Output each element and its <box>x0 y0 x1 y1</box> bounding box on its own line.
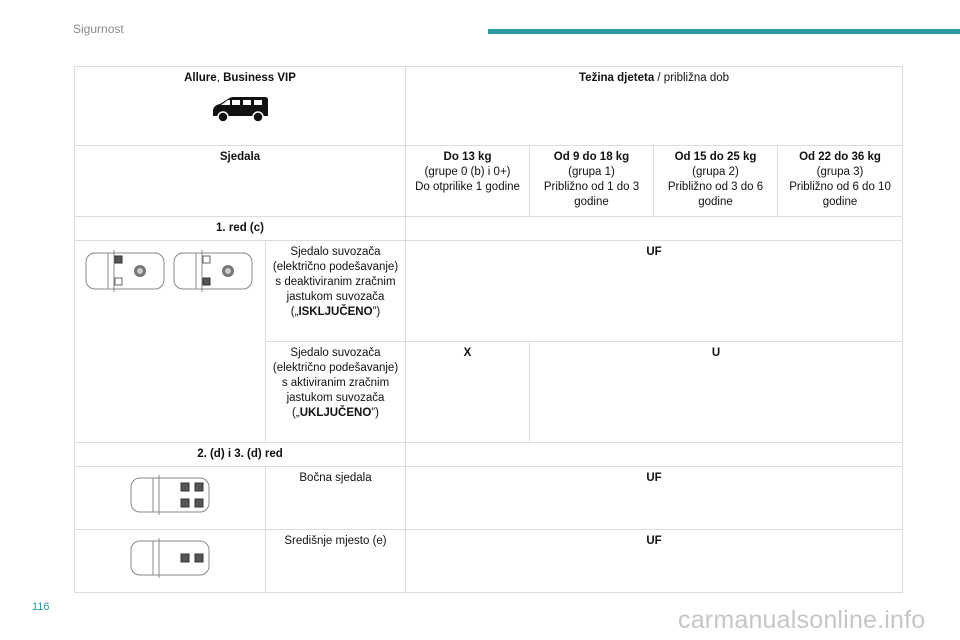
airbag-on-status: UKLJUČENO <box>299 407 372 419</box>
header-accent-bar <box>488 29 960 34</box>
model-prefix: Allure <box>184 72 217 84</box>
airbag-off-quote-open: („ <box>290 306 299 318</box>
group-weight: Do 13 kg <box>443 151 492 163</box>
group-cell <box>778 146 903 217</box>
group-desc: (grupa 3) <box>816 166 864 178</box>
row-1-label-row <box>75 217 903 241</box>
group-desc: (grupa 1) <box>568 166 615 178</box>
empty-cell <box>406 217 903 241</box>
airbag-off-status: ISKLJUČENO <box>298 306 373 318</box>
airbag-on-quote-open: („ <box>292 407 300 419</box>
airbag-off-row <box>75 241 903 342</box>
front-seat-diagram-icon <box>84 249 256 293</box>
group-desc: (grupe 0 (b) i 0+) <box>424 166 511 178</box>
row-2-3-label-row <box>75 443 903 467</box>
lateral-seat-diagram-cell <box>75 467 266 530</box>
weight-label-bold: Težina djeteta <box>579 72 655 84</box>
front-seat-diagram-cell <box>75 241 266 443</box>
center-seat-diagram-cell <box>75 530 266 593</box>
airbag-off-seat-label <box>266 241 406 342</box>
group-age: Približno od 6 do 10 godine <box>789 181 891 208</box>
center-seat-value: UF <box>406 530 903 593</box>
groups-row <box>75 146 903 217</box>
airbag-on-text: Sjedalo suvozača (električno podešavanje) s aktiviranim zračnim jastukom suvozača <box>272 347 399 404</box>
lateral-seats-label: Bočna sjedala <box>266 467 406 530</box>
airbag-off-text: Sjedalo suvozača (električno podešavanje) s deaktiviranim zračnim jastukom suvozača <box>272 246 399 303</box>
section-title: Sigurnost <box>73 22 124 36</box>
seats-label: Sjedala <box>75 146 406 217</box>
group-age: Približno od 1 do 3 godine <box>543 181 640 208</box>
van-icon <box>210 95 270 125</box>
airbag-on-value-group0: X <box>406 342 530 443</box>
child-seat-table <box>74 66 903 593</box>
model-suffix: Business VIP <box>223 72 296 84</box>
airbag-on-value-other-groups: U <box>530 342 903 443</box>
center-seat-row <box>75 530 903 593</box>
weight-label-rest: / približna dob <box>654 72 730 84</box>
group-cell <box>530 146 654 217</box>
watermark: carmanualsonline.info <box>678 606 926 634</box>
airbag-off-quote-close: ”) <box>372 306 381 318</box>
group-cell <box>654 146 778 217</box>
group-desc: (grupa 2) <box>692 166 739 178</box>
airbag-off-value: UF <box>406 241 903 342</box>
group-age: Do otprilike 1 godine <box>415 181 520 193</box>
airbag-on-seat-label <box>266 342 406 443</box>
lateral-seats-value: UF <box>406 467 903 530</box>
group-weight: Od 9 do 18 kg <box>553 151 630 163</box>
center-seat-diagram-icon <box>129 538 211 578</box>
table-header-row <box>75 67 903 146</box>
rear-seat-diagram-icon <box>129 475 211 515</box>
model-separator: , <box>216 72 224 84</box>
model-cell <box>75 67 406 146</box>
group-weight: Od 15 do 25 kg <box>674 151 757 163</box>
row-1-label: 1. red (c) <box>75 217 406 241</box>
airbag-on-quote-close: ”) <box>371 407 379 419</box>
page-number: 116 <box>32 601 50 613</box>
group-age: Približno od 3 do 6 godine <box>667 181 764 208</box>
empty-cell <box>406 443 903 467</box>
row-2-3-label: 2. (d) i 3. (d) red <box>75 443 406 467</box>
group-weight: Od 22 do 36 kg <box>799 151 881 163</box>
lateral-seats-row <box>75 467 903 530</box>
group-cell <box>406 146 530 217</box>
center-seat-label: Središnje mjesto (e) <box>266 530 406 593</box>
child-weight-header <box>406 67 903 146</box>
